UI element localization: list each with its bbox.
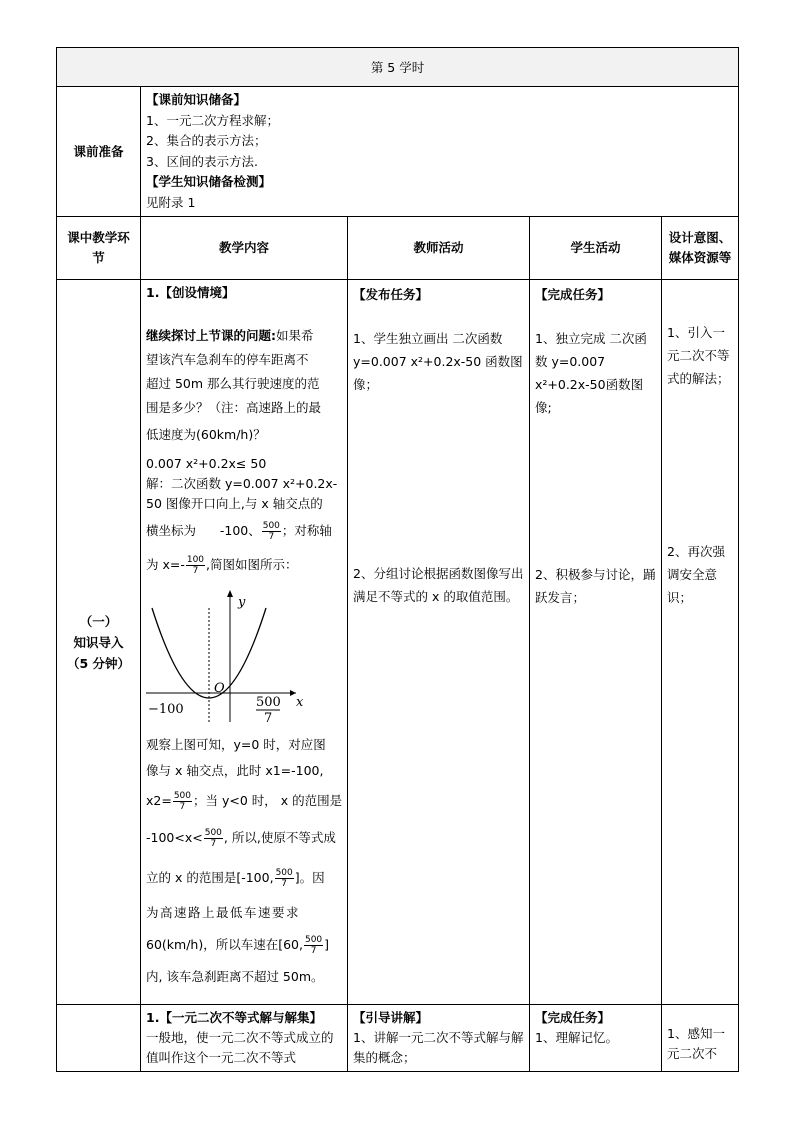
obs-l5b: ]。因: [294, 870, 325, 885]
content-title: 1.【创设情境】: [146, 285, 235, 300]
obs-l7b: ]: [324, 937, 330, 952]
fraction-500-7: $\frac{500}{7}$: [275, 868, 293, 889]
title-row: [57, 48, 739, 87]
left-root-label: −100: [148, 702, 184, 717]
prep-row: [57, 87, 739, 217]
intro-bold: 继续探讨上节课的问题:: [146, 328, 276, 343]
obs-l7a: 60(km/h)，所以车速在[60,: [146, 937, 303, 952]
header-design: 设计意图、媒体资源等: [662, 217, 739, 280]
section1-label-3: （5 分钟）: [66, 655, 131, 671]
prep-item-3: 3、区间的表示方法.: [146, 153, 258, 169]
right-root-num: 500: [256, 695, 281, 710]
student-task-2: 2、积极参与讨论，踊跃发言；: [535, 567, 656, 605]
intro-l2: 望该汽车急刹车的停车距离不: [146, 352, 309, 367]
teacher-task-2: 2、分组讨论根据函数图像写出满足不等式的 x 的取值范围。: [353, 566, 524, 604]
lesson-plan-table: [56, 47, 739, 1072]
fraction-500-7: $\frac{500}{7}$: [304, 935, 323, 956]
fraction-500-7: $\frac{500}{7}$: [204, 828, 222, 849]
obs-l1: 观察上图可知，y=0 时，对应图: [146, 737, 326, 752]
section1-row: [57, 280, 739, 1005]
sol-l4b: ,简图如图所示：: [206, 557, 298, 572]
appendix-ref: 见附录 1: [146, 194, 196, 210]
design-note-1: 1、引入一元二次不等式的解法；: [667, 325, 730, 386]
section2-teacher-task-1: 1、讲解一元二次不等式解与解集的概念；: [353, 1030, 524, 1065]
header-teacher: 教师活动: [348, 217, 530, 280]
section2-teacher-title: 【引导讲解】: [353, 1010, 429, 1025]
obs-l4a: -100<x<: [146, 830, 203, 845]
header-segment: 课中教学环节: [57, 217, 141, 280]
obs-l3a: x2=: [146, 793, 172, 808]
obs-l5a: 立的 x 的范围是[-100,: [146, 870, 274, 885]
obs-l8: 内, 该车急刹距离不超过 50m。: [146, 969, 324, 984]
sol-l4a: 为 x=-: [146, 557, 185, 572]
sol-l3a: 横坐标为: [146, 523, 197, 538]
section2-content-text: 一般地，使一元二次不等式成立的值叫作这个一元二次不等式: [146, 1030, 334, 1065]
design-note-2: 2、再次强调安全意识；: [667, 544, 725, 605]
x-label: x: [296, 695, 304, 710]
right-root-den: 7: [264, 711, 273, 722]
obs-l4b: , 所以,使原不等式成: [223, 830, 336, 845]
lesson-title: 第 5 学时: [57, 48, 739, 87]
section1-label-1: （一）: [79, 613, 118, 629]
teacher-title: 【发布任务】: [353, 287, 429, 302]
section2-row: [57, 1005, 739, 1072]
section2-design-note-1: 1、感知一元二次不: [667, 1026, 725, 1061]
student-title: 【完成任务】: [535, 287, 611, 302]
sol-l2: 50 图像开口向上,与 x 轴交点的: [146, 496, 323, 511]
fraction-500-7: $\frac{500}{7}$: [262, 521, 280, 542]
prep-heading: 【课前知识储备】: [146, 92, 247, 107]
prep-item-2: 2、集合的表示方法；: [146, 133, 267, 148]
section1-label-2: 知识导入: [73, 634, 124, 650]
obs-l2: 像与 x 轴交点，此时 x1=-100,: [146, 763, 324, 778]
section2-student-task-1: 1、理解记忆。: [535, 1030, 618, 1045]
prep-item-1: 1、一元二次方程求解；: [146, 112, 279, 128]
teacher-task-1: 1、学生独立画出 二次函数 y=0.007 x²+0.2x-50 函数图像；: [353, 331, 523, 392]
section2-student-title: 【完成任务】: [535, 1010, 611, 1025]
section2-label: [57, 1005, 141, 1072]
prep-label: 课前准备: [57, 87, 141, 217]
intro-l1: 如果希: [276, 328, 314, 343]
obs-l6: 为高速路上最低车速要求: [146, 905, 301, 920]
header-row: [57, 217, 739, 280]
lesson-plan-page: [56, 47, 738, 1072]
fraction-100-7: $\frac{100}{7}$: [186, 555, 205, 576]
fraction-500-7: $\frac{500}{7}$: [173, 791, 192, 812]
header-student: 学生活动: [530, 217, 662, 280]
parabola-graph: [146, 588, 306, 722]
section2-content-title: 1.【一元二次不等式解与解集】: [146, 1010, 322, 1025]
origin-label: O: [214, 681, 225, 696]
inequality: 0.007 x²+0.2x≤ 50: [146, 456, 267, 471]
intro-l3: 超过 50m 那么其行驶速度的范: [146, 376, 320, 391]
y-axis-arrow-icon: [227, 590, 233, 597]
y-label: y: [238, 595, 246, 610]
student-task-1: 1、独立完成 二次函 数 y=0.007 x²+0.2x-50函数图像;: [535, 331, 647, 415]
check-heading: 【学生知识储备检测】: [146, 174, 272, 189]
sol-l1: 解：二次函数 y=0.007 x²+0.2x-: [146, 476, 338, 491]
obs-l3b: ；当 y<0 时， x 的范围是: [193, 793, 343, 808]
intro-l4: 围是多少？（注：高速路上的最: [146, 400, 322, 415]
sol-l3c: ；对称轴: [281, 523, 332, 538]
sol-l3b: -100、: [219, 523, 261, 538]
header-content: 教学内容: [141, 217, 348, 280]
intro-l5: 低速度为(60km/h)？: [146, 427, 266, 442]
